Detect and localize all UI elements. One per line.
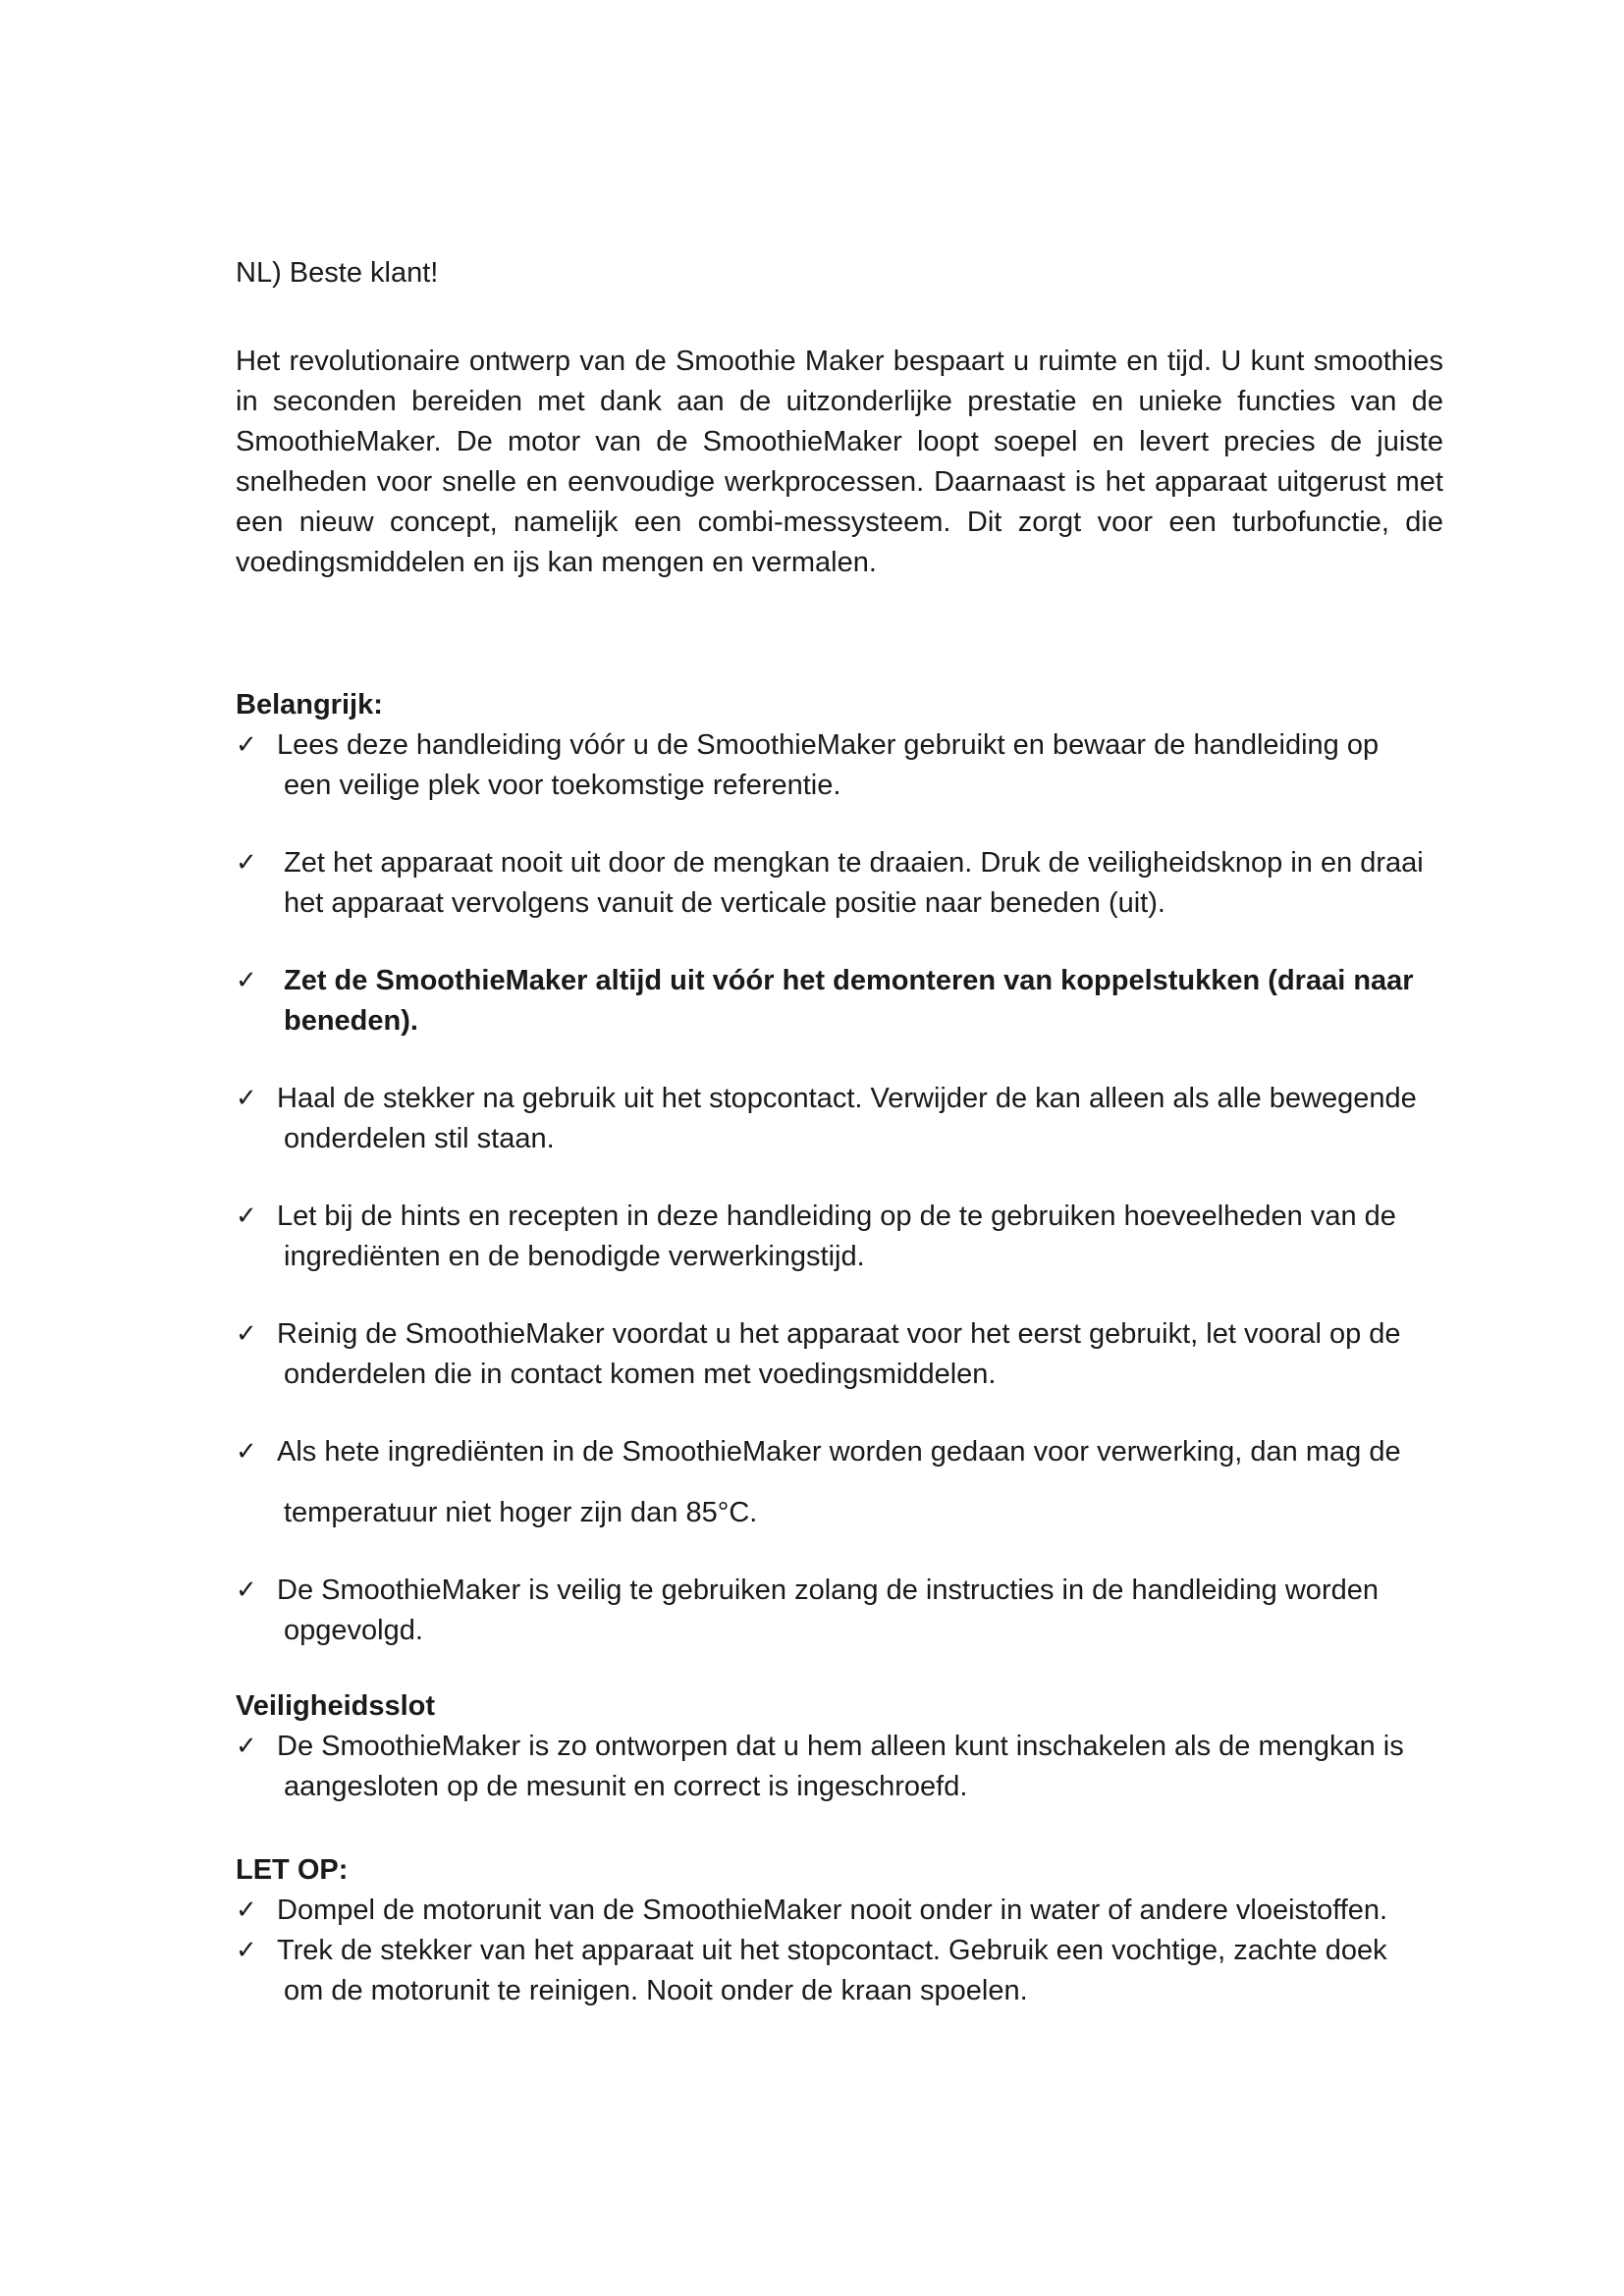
checkmark-icon: ✓ — [236, 1319, 257, 1349]
heading-veiligheidsslot: Veiligheidsslot — [236, 1690, 436, 1722]
checkmark-icon: ✓ — [236, 1201, 257, 1231]
list-item: ✓ Trek de stekker van het apparaat uit het stopcontact. Gebruik een vochtige, zachte doek om de motorunit te reinigen. Nooit onder de kraan spoelen. — [236, 1931, 1443, 2011]
heading-belangrijk: Belangrijk: — [236, 689, 383, 721]
checkmark-icon: ✓ — [236, 966, 257, 995]
list-item: ✓ De SmoothieMaker is veilig te gebruiken zolang de instructies in de handleiding worden opgevolgd. — [236, 1571, 1443, 1651]
list-item: ✓ Reinig de SmoothieMaker voordat u het apparaat voor het eerst gebruikt, let vooral op de onderdelen die in contact komen met voedingsmiddelen. — [236, 1314, 1443, 1395]
list-item: ✓ Als hete ingrediënten in de SmoothieMaker worden gedaan voor verwerking, dan mag de temperatuur niet hoger zijn dan 85°C. — [236, 1432, 1443, 1533]
list-item: ✓ Lees deze handleiding vóór u de SmoothieMaker gebruikt en bewaar de handleiding op een veilige plek voor toekomstige referentie. — [236, 725, 1443, 806]
intro-paragraph: Het revolutionaire ontwerp van de Smoothie Maker bespaart u ruimte en tijd. U kunt smoothies in seconden bereiden met dank aan de uitzonderlijke prestatie en unieke functies van de SmoothieMaker. De motor van de SmoothieMaker loopt soepel en levert precies de juiste snelheden voor snelle en eenvoudige werkprocessen. Daarnaast is het apparaat uitgerust met een nieuw concept, namelijk een combi-messysteem. Dit zorgt voor een turbofunctie, die voedingsmiddelen en ijs kan mengen en vermalen. — [236, 346, 1443, 578]
checkmark-icon: ✓ — [236, 1896, 257, 1925]
checkmark-icon: ✓ — [236, 1084, 257, 1113]
heading-let-op: LET OP: — [236, 1854, 349, 1886]
checkmark-icon: ✓ — [236, 1575, 257, 1605]
checkmark-icon: ✓ — [236, 848, 257, 878]
checkmark-icon: ✓ — [236, 730, 257, 760]
list-item: ✓ De SmoothieMaker is zo ontworpen dat u hem alleen kunt inschakelen als de mengkan is aangesloten op de mesunit en correct is ingeschroefd. — [236, 1727, 1443, 1807]
list-item: ✓ Haal de stekker na gebruik uit het stopcontact. Verwijder de kan alleen als alle bewegende onderdelen stil staan. — [236, 1079, 1443, 1159]
list-item: ✓ Zet de SmoothieMaker altijd uit vóór het demonteren van koppelstukken (draai naar beneden). — [236, 961, 1443, 1041]
checkmark-icon: ✓ — [236, 1732, 257, 1761]
list-item: ✓ Zet het apparaat nooit uit door de mengkan te draaien. Druk de veiligheidsknop in en draai het apparaat vervolgens vanuit de verticale positie naar beneden (uit). — [236, 843, 1443, 924]
list-item: ✓ Dompel de motorunit van de SmoothieMaker nooit onder in water of andere vloeistoffen. — [236, 1891, 1443, 1931]
list-item: ✓ Let bij de hints en recepten in deze handleiding op de te gebruiken hoeveelheden van de ingrediënten en de benodigde verwerkingstijd. — [236, 1197, 1443, 1277]
document-page — [236, 253, 1443, 2011]
checkmark-icon: ✓ — [236, 1437, 257, 1467]
checkmark-icon: ✓ — [236, 1936, 257, 1965]
greeting: NL) Beste klant! — [236, 257, 439, 289]
